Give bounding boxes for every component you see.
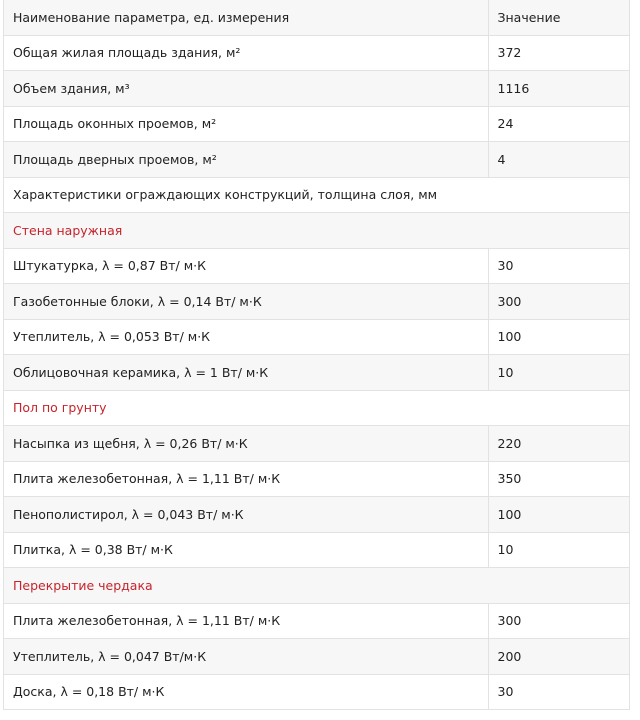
table-row [4, 497, 630, 533]
section-title: Перекрытие чердака [4, 568, 630, 604]
parameters-table-body [4, 0, 630, 710]
table-row [4, 426, 630, 462]
parameter-name-cell: Площадь дверных проемов, м² [4, 142, 489, 178]
parameter-value-cell: 30 [488, 248, 630, 284]
parameter-value-cell: 1116 [488, 71, 630, 107]
table-row [4, 532, 630, 568]
parameter-name-cell: Доска, λ = 0,18 Вт/ м·К [4, 674, 489, 710]
parameter-value-cell: 220 [488, 426, 630, 462]
parameter-name-cell: Площадь оконных проемов, м² [4, 106, 489, 142]
table-row [4, 106, 630, 142]
header-value-cell: Значение [488, 0, 630, 35]
table-row [4, 142, 630, 178]
table-row [4, 639, 630, 675]
parameter-value-cell: 30 [488, 674, 630, 710]
table-row [4, 319, 630, 355]
parameter-name-cell: Плита железобетонная, λ = 1,11 Вт/ м·К [4, 461, 489, 497]
parameter-value-cell: 10 [488, 532, 630, 568]
heading-row [4, 177, 630, 213]
parameter-value-cell: 200 [488, 639, 630, 675]
table-row [4, 603, 630, 639]
table-row [4, 71, 630, 107]
header-name-cell: Наименование параметра, ед. измерения [4, 0, 489, 35]
section-row [4, 213, 630, 249]
table-row [4, 248, 630, 284]
parameter-value-cell: 10 [488, 355, 630, 391]
parameter-name-cell: Облицовочная керамика, λ = 1 Вт/ м·К [4, 355, 489, 391]
parameter-name-cell: Пенополистирол, λ = 0,043 Вт/ м·К [4, 497, 489, 533]
section-title: Стена наружная [4, 213, 630, 249]
parameter-name-cell: Газобетонные блоки, λ = 0,14 Вт/ м·К [4, 284, 489, 320]
section-row [4, 568, 630, 604]
table-row [4, 355, 630, 391]
parameters-table [3, 0, 630, 710]
parameter-value-cell: 4 [488, 142, 630, 178]
table-header-row [4, 0, 630, 35]
parameter-name-cell: Утеплитель, λ = 0,053 Вт/ м·К [4, 319, 489, 355]
table-row [4, 284, 630, 320]
parameter-name-cell: Объем здания, м³ [4, 71, 489, 107]
parameter-value-cell: 372 [488, 35, 630, 71]
parameter-name-cell: Штукатурка, λ = 0,87 Вт/ м·К [4, 248, 489, 284]
parameter-value-cell: 100 [488, 319, 630, 355]
section-title: Пол по грунту [4, 390, 630, 426]
parameter-value-cell: 350 [488, 461, 630, 497]
table-row [4, 674, 630, 710]
parameter-value-cell: 24 [488, 106, 630, 142]
parameter-value-cell: 100 [488, 497, 630, 533]
table-row [4, 461, 630, 497]
parameter-value-cell: 300 [488, 603, 630, 639]
parameter-name-cell: Насыпка из щебня, λ = 0,26 Вт/ м·К [4, 426, 489, 462]
table-row [4, 35, 630, 71]
section-row [4, 390, 630, 426]
parameter-value-cell: 300 [488, 284, 630, 320]
parameter-name-cell: Общая жилая площадь здания, м² [4, 35, 489, 71]
group-heading: Характеристики ограждающих конструкций, толщина слоя, мм [4, 177, 630, 213]
parameter-name-cell: Утеплитель, λ = 0,047 Вт/м·К [4, 639, 489, 675]
parameter-name-cell: Плита железобетонная, λ = 1,11 Вт/ м·К [4, 603, 489, 639]
parameter-name-cell: Плитка, λ = 0,38 Вт/ м·К [4, 532, 489, 568]
